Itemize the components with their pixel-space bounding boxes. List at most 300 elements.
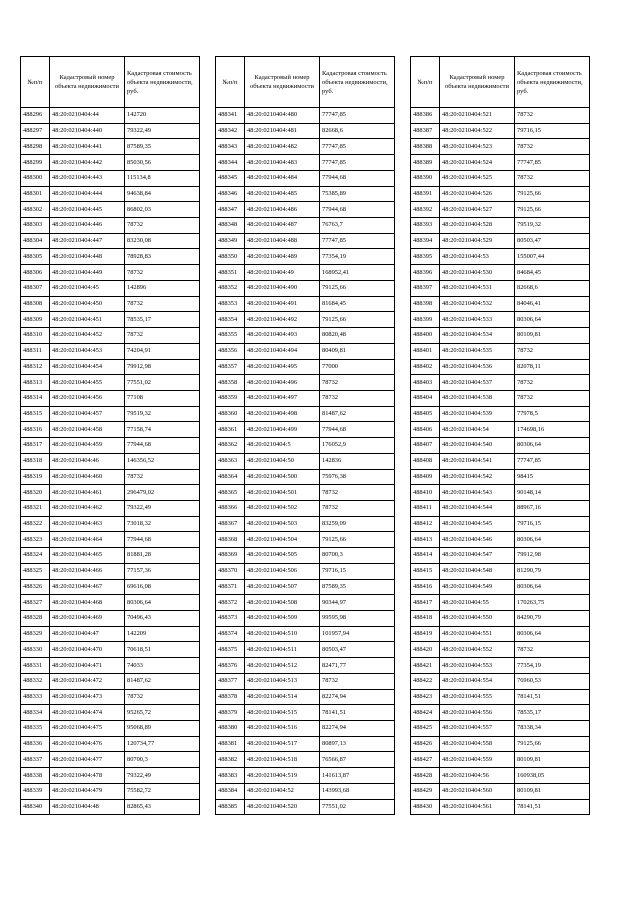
cadastral-value: 81487,62: [320, 406, 395, 422]
cadastral-number: 48:20:0210404:540: [440, 438, 515, 454]
table-row: [21, 108, 200, 124]
cadastral-value: 95265,72: [125, 705, 200, 721]
table-row: [411, 548, 590, 564]
row-number: 488333: [21, 689, 50, 705]
row-number: 488334: [21, 705, 50, 721]
cadastral-value: 80306,64: [515, 579, 590, 595]
row-number: 488412: [411, 516, 440, 532]
row-number: 488427: [411, 752, 440, 768]
row-number: 488355: [216, 328, 245, 344]
table-row: [411, 218, 590, 234]
row-number: 488362: [216, 438, 245, 454]
cadastral-value: 69616,08: [125, 579, 200, 595]
cadastral-value: 75385,89: [320, 186, 395, 202]
table-row: [411, 595, 590, 611]
cadastral-value: 82865,43: [125, 799, 200, 815]
row-number: 488373: [216, 611, 245, 627]
table-row: [216, 359, 395, 375]
cadastral-value: 85030,56: [125, 155, 200, 171]
table-row: [21, 359, 200, 375]
cadastral-number: 48:20:0210404:474: [50, 705, 125, 721]
cadastral-value: 90148,14: [515, 485, 590, 501]
table-row: [216, 233, 395, 249]
cadastral-value: 296479,02: [125, 485, 200, 501]
row-number: 488354: [216, 312, 245, 328]
cadastral-number: 48:20:0210404:499: [245, 422, 320, 438]
table-row: [411, 343, 590, 359]
cadastral-value: 80306,64: [125, 595, 200, 611]
cadastral-value: 84290,79: [515, 611, 590, 627]
row-number: 488318: [21, 453, 50, 469]
table-row: [216, 485, 395, 501]
table-row: [216, 202, 395, 218]
cadastral-value: 84046,41: [515, 296, 590, 312]
cadastral-value: 77944,68: [125, 532, 200, 548]
cadastral-value: 77551,02: [320, 799, 395, 815]
row-number: 488315: [21, 406, 50, 422]
cadastral-number: 48:20:0210404:482: [245, 139, 320, 155]
cadastral-number: 48:20:0210404:537: [440, 375, 515, 391]
table-row: [411, 265, 590, 281]
table-row: [411, 611, 590, 627]
cadastral-number: 48:20:0210404:542: [440, 469, 515, 485]
cadastral-value: 82274,94: [320, 721, 395, 737]
cadastral-number: 48:20:0210404:550: [440, 611, 515, 627]
cadastral-value: 82668,6: [320, 123, 395, 139]
row-number: 488384: [216, 783, 245, 799]
cadastral-number: 48:20:0210404:547: [440, 548, 515, 564]
row-number: 488382: [216, 752, 245, 768]
row-number: 488394: [411, 233, 440, 249]
row-number: 488356: [216, 343, 245, 359]
table-row: [411, 170, 590, 186]
table-row: [411, 705, 590, 721]
cadastral-value: 76763,7: [320, 218, 395, 234]
cadastral-number: 48:20:0210404:546: [440, 532, 515, 548]
cadastral-value: 78535,17: [125, 312, 200, 328]
table-row: [411, 422, 590, 438]
cadastral-value: 168952,41: [320, 265, 395, 281]
header-value: Кадастровая стоимость объекта недвижимости, руб.: [515, 57, 590, 108]
cadastral-number: 48:20:0210404:538: [440, 390, 515, 406]
cadastral-number: 48:20:0210404:483: [245, 155, 320, 171]
table-row: [411, 532, 590, 548]
header-num: №п/п: [21, 57, 50, 108]
cadastral-value: 79125,66: [320, 312, 395, 328]
table-row: [411, 799, 590, 815]
table-row: [411, 296, 590, 312]
row-number: 488353: [216, 296, 245, 312]
row-number: 488337: [21, 752, 50, 768]
header-cadastral: Кадастровый номер объекта недвижимости: [50, 57, 125, 108]
cadastral-number: 48:20:0210404:506: [245, 563, 320, 579]
cadastral-value: 80306,64: [515, 532, 590, 548]
cadastral-value: 80306,64: [515, 312, 590, 328]
cadastral-value: 80109,81: [515, 752, 590, 768]
cadastral-value: 79125,66: [515, 186, 590, 202]
cadastral-number: 48:20:0210404:519: [245, 768, 320, 784]
cadastral-number: 48:20:0210404:460: [50, 469, 125, 485]
cadastral-number: 48:20:0210404:447: [50, 233, 125, 249]
row-number: 488311: [21, 343, 50, 359]
cadastral-number: 48:20:0210404:480: [245, 108, 320, 124]
table-row: [411, 375, 590, 391]
table-body: [411, 108, 590, 815]
cadastral-value: 77551,02: [125, 375, 200, 391]
cadastral-value: 77944,68: [320, 422, 395, 438]
row-number: 488360: [216, 406, 245, 422]
row-number: 488322: [21, 516, 50, 532]
cadastral-value: 78732: [320, 673, 395, 689]
cadastral-value: 101957,94: [320, 626, 395, 642]
cadastral-value: 80109,81: [515, 783, 590, 799]
row-number: 488332: [21, 673, 50, 689]
cadastral-value: 79716,15: [515, 516, 590, 532]
cadastral-value: 77944,68: [320, 202, 395, 218]
row-number: 488298: [21, 139, 50, 155]
row-number: 488313: [21, 375, 50, 391]
cadastral-number: 48:20:0210404:558: [440, 736, 515, 752]
cadastral-value: 77158,74: [125, 422, 200, 438]
cadastral-number: 48:20:0210404:53: [440, 249, 515, 265]
table-row: [411, 783, 590, 799]
table-row: [21, 611, 200, 627]
cadastral-value: 80820,48: [320, 328, 395, 344]
cadastral-value: 142836: [320, 453, 395, 469]
header-cadastral: Кадастровый номер объекта недвижимости: [245, 57, 320, 108]
cadastral-number: 48:20:0210404:503: [245, 516, 320, 532]
row-number: 488306: [21, 265, 50, 281]
cadastral-value: 79125,66: [320, 532, 395, 548]
cadastral-value: 79912,98: [125, 359, 200, 375]
cadastral-number: 48:20:0210404:523: [440, 139, 515, 155]
cadastral-value: 77978,5: [515, 406, 590, 422]
row-number: 488335: [21, 721, 50, 737]
row-number: 488420: [411, 642, 440, 658]
table-row: [216, 265, 395, 281]
cadastral-number: 48:20:0210404:450: [50, 296, 125, 312]
cadastral-value: 78732: [515, 642, 590, 658]
row-number: 488365: [216, 485, 245, 501]
row-number: 488309: [21, 312, 50, 328]
cadastral-value: 79912,98: [515, 548, 590, 564]
cadastral-number: 48:20:0210404:544: [440, 500, 515, 516]
cadastral-number: 48:20:0210404:458: [50, 422, 125, 438]
cadastral-value: 142896: [125, 280, 200, 296]
header-cadastral: Кадастровый номер объекта недвижимости: [440, 57, 515, 108]
row-number: 488428: [411, 768, 440, 784]
table-row: [411, 123, 590, 139]
row-number: 488338: [21, 768, 50, 784]
table-row: [216, 500, 395, 516]
cadastral-number: 48:20:0210404:485: [245, 186, 320, 202]
row-number: 488375: [216, 642, 245, 658]
cadastral-value: 78732: [125, 218, 200, 234]
cadastral-number: 48:20:0210404:47: [50, 626, 125, 642]
cadastral-value: 87589,35: [320, 579, 395, 595]
cadastral-number: 48:20:0210404:454: [50, 359, 125, 375]
cadastral-value: 77108: [125, 390, 200, 406]
table-row: [216, 658, 395, 674]
table-row: [411, 280, 590, 296]
table-row: [216, 752, 395, 768]
cadastral-number: 48:20:0210404:448: [50, 249, 125, 265]
row-number: 488406: [411, 422, 440, 438]
table-row: [21, 642, 200, 658]
row-number: 488393: [411, 218, 440, 234]
row-number: 488395: [411, 249, 440, 265]
row-number: 488402: [411, 359, 440, 375]
table-row: [411, 736, 590, 752]
table-row: [411, 721, 590, 737]
row-number: 488316: [21, 422, 50, 438]
cadastral-value: 76960,53: [515, 673, 590, 689]
table-row: [216, 595, 395, 611]
row-number: 488321: [21, 500, 50, 516]
row-number: 488345: [216, 170, 245, 186]
table-row: [411, 390, 590, 406]
cadastral-number: 48:20:0210404:553: [440, 658, 515, 674]
row-number: 488424: [411, 705, 440, 721]
row-number: 488303: [21, 218, 50, 234]
row-number: 488314: [21, 390, 50, 406]
cadastral-number: 48:20:0210404:478: [50, 768, 125, 784]
row-number: 488348: [216, 218, 245, 234]
cadastral-value: 74033: [125, 658, 200, 674]
table-body: [216, 108, 395, 815]
table-row: [216, 312, 395, 328]
row-number: 488347: [216, 202, 245, 218]
row-number: 488323: [21, 532, 50, 548]
table-row: [21, 721, 200, 737]
row-number: 488359: [216, 390, 245, 406]
cadastral-value: 80503,47: [320, 642, 395, 658]
table-row: [216, 611, 395, 627]
cadastral-value: 78928,83: [125, 249, 200, 265]
cadastral-value: 78141,51: [515, 799, 590, 815]
cadastral-value: 77000: [320, 359, 395, 375]
cadastral-number: 48:20:0210404:552: [440, 642, 515, 658]
cadastral-number: 48:20:0210404:471: [50, 658, 125, 674]
cadastral-value: 94638,84: [125, 186, 200, 202]
cadastral-value: 78338,34: [515, 721, 590, 737]
cadastral-value: 77747,85: [515, 453, 590, 469]
row-number: 488329: [21, 626, 50, 642]
row-number: 488300: [21, 170, 50, 186]
table-3: [410, 56, 590, 815]
table-row: [21, 516, 200, 532]
cadastral-number: 48:20:0210404:5: [245, 438, 320, 454]
cadastral-value: 79716,15: [515, 123, 590, 139]
row-number: 488398: [411, 296, 440, 312]
cadastral-number: 48:20:0210404:539: [440, 406, 515, 422]
cadastral-value: 80700,3: [125, 752, 200, 768]
cadastral-value: 77747,85: [320, 155, 395, 171]
table-row: [411, 359, 590, 375]
cadastral-value: 78732: [320, 485, 395, 501]
row-number: 488302: [21, 202, 50, 218]
row-number: 488416: [411, 579, 440, 595]
table-row: [21, 139, 200, 155]
table-header: [21, 57, 200, 108]
cadastral-number: 48:20:0210404:440: [50, 123, 125, 139]
cadastral-number: 48:20:0210404:476: [50, 736, 125, 752]
row-number: 488374: [216, 626, 245, 642]
cadastral-value: 78732: [515, 343, 590, 359]
table-row: [21, 799, 200, 815]
table-row: [21, 768, 200, 784]
cadastral-number: 48:20:0210404:45: [50, 280, 125, 296]
table-row: [216, 453, 395, 469]
cadastral-value: 77747,85: [320, 233, 395, 249]
cadastral-value: 78732: [515, 375, 590, 391]
table-row: [411, 233, 590, 249]
table-row: [411, 658, 590, 674]
cadastral-value: 74204,91: [125, 343, 200, 359]
cadastral-number: 48:20:0210404:511: [245, 642, 320, 658]
cadastral-number: 48:20:0210404:470: [50, 642, 125, 658]
table-row: [411, 626, 590, 642]
header-num: №п/п: [216, 57, 245, 108]
table-row: [216, 532, 395, 548]
cadastral-number: 48:20:0210404:54: [440, 422, 515, 438]
cadastral-value: 155007,44: [515, 249, 590, 265]
cadastral-value: 80897,13: [320, 736, 395, 752]
row-number: 488328: [21, 611, 50, 627]
table-row: [216, 155, 395, 171]
cadastral-number: 48:20:0210404:545: [440, 516, 515, 532]
row-number: 488312: [21, 359, 50, 375]
cadastral-number: 48:20:0210404:556: [440, 705, 515, 721]
table-row: [21, 406, 200, 422]
table-row: [411, 563, 590, 579]
cadastral-value: 79125,66: [320, 280, 395, 296]
cadastral-number: 48:20:0210404:505: [245, 548, 320, 564]
row-number: 488401: [411, 343, 440, 359]
row-number: 488330: [21, 642, 50, 658]
row-number: 488331: [21, 658, 50, 674]
cadastral-value: 73018,32: [125, 516, 200, 532]
cadastral-value: 160938,05: [515, 768, 590, 784]
row-number: 488343: [216, 139, 245, 155]
row-number: 488364: [216, 469, 245, 485]
cadastral-value: 79716,15: [320, 563, 395, 579]
table-row: [411, 328, 590, 344]
row-number: 488369: [216, 548, 245, 564]
cadastral-value: 78732: [125, 296, 200, 312]
row-number: 488383: [216, 768, 245, 784]
row-number: 488390: [411, 170, 440, 186]
table-row: [216, 548, 395, 564]
table-row: [411, 108, 590, 124]
cadastral-number: 48:20:0210404:481: [245, 123, 320, 139]
cadastral-number: 48:20:0210404:466: [50, 563, 125, 579]
cadastral-value: 146356,52: [125, 453, 200, 469]
cadastral-value: 75976,38: [320, 469, 395, 485]
cadastral-number: 48:20:0210404:536: [440, 359, 515, 375]
cadastral-number: 48:20:0210404:530: [440, 265, 515, 281]
cadastral-number: 48:20:0210404:49: [245, 265, 320, 281]
row-number: 488379: [216, 705, 245, 721]
row-number: 488408: [411, 453, 440, 469]
cadastral-value: 77747,85: [320, 108, 395, 124]
cadastral-value: 70618,51: [125, 642, 200, 658]
cadastral-value: 79519,32: [125, 406, 200, 422]
cadastral-number: 48:20:0210404:495: [245, 359, 320, 375]
cadastral-number: 48:20:0210404:560: [440, 783, 515, 799]
cadastral-value: 76566,87: [320, 752, 395, 768]
cadastral-number: 48:20:0210404:491: [245, 296, 320, 312]
cadastral-number: 48:20:0210404:473: [50, 689, 125, 705]
row-number: 488417: [411, 595, 440, 611]
cadastral-value: 78732: [125, 689, 200, 705]
table-row: [411, 768, 590, 784]
cadastral-number: 48:20:0210404:462: [50, 500, 125, 516]
row-number: 488340: [21, 799, 50, 815]
cadastral-number: 48:20:0210404:515: [245, 705, 320, 721]
table-row: [21, 202, 200, 218]
cadastral-value: 141613,87: [320, 768, 395, 784]
table-row: [216, 626, 395, 642]
row-number: 488366: [216, 500, 245, 516]
cadastral-value: 70496,43: [125, 611, 200, 627]
cadastral-number: 48:20:0210404:455: [50, 375, 125, 391]
table-2: [215, 56, 395, 815]
cadastral-value: 80409,81: [320, 343, 395, 359]
cadastral-value: 81487,62: [125, 673, 200, 689]
cadastral-number: 48:20:0210404:559: [440, 752, 515, 768]
row-number: 488389: [411, 155, 440, 171]
cadastral-number: 48:20:0210404:509: [245, 611, 320, 627]
cadastral-value: 80306,64: [515, 626, 590, 642]
cadastral-value: 176052,9: [320, 438, 395, 454]
table-row: [21, 705, 200, 721]
table-row: [216, 799, 395, 815]
cadastral-value: 77157,36: [125, 563, 200, 579]
table-row: [21, 548, 200, 564]
cadastral-number: 48:20:0210404:528: [440, 218, 515, 234]
cadastral-number: 48:20:0210404:477: [50, 752, 125, 768]
cadastral-number: 48:20:0210404:479: [50, 783, 125, 799]
row-number: 488299: [21, 155, 50, 171]
cadastral-value: 174698,16: [515, 422, 590, 438]
table-row: [216, 783, 395, 799]
cadastral-number: 48:20:0210404:484: [245, 170, 320, 186]
table-row: [21, 500, 200, 516]
row-number: 488409: [411, 469, 440, 485]
table-row: [21, 390, 200, 406]
row-number: 488387: [411, 123, 440, 139]
cadastral-value: 95068,89: [125, 721, 200, 737]
table-row: [21, 123, 200, 139]
cadastral-value: 99595,98: [320, 611, 395, 627]
table-row: [216, 328, 395, 344]
table-header: [411, 57, 590, 108]
table-row: [411, 249, 590, 265]
cadastral-number: 48:20:0210404:493: [245, 328, 320, 344]
cadastral-number: 48:20:0210404:514: [245, 689, 320, 705]
table-row: [216, 170, 395, 186]
row-number: 488414: [411, 548, 440, 564]
cadastral-value: 78732: [125, 265, 200, 281]
cadastral-number: 48:20:0210404:465: [50, 548, 125, 564]
row-number: 488324: [21, 548, 50, 564]
cadastral-value: 79322,49: [125, 768, 200, 784]
row-number: 488407: [411, 438, 440, 454]
table-row: [411, 485, 590, 501]
table-row: [21, 453, 200, 469]
cadastral-number: 48:20:0210404:508: [245, 595, 320, 611]
